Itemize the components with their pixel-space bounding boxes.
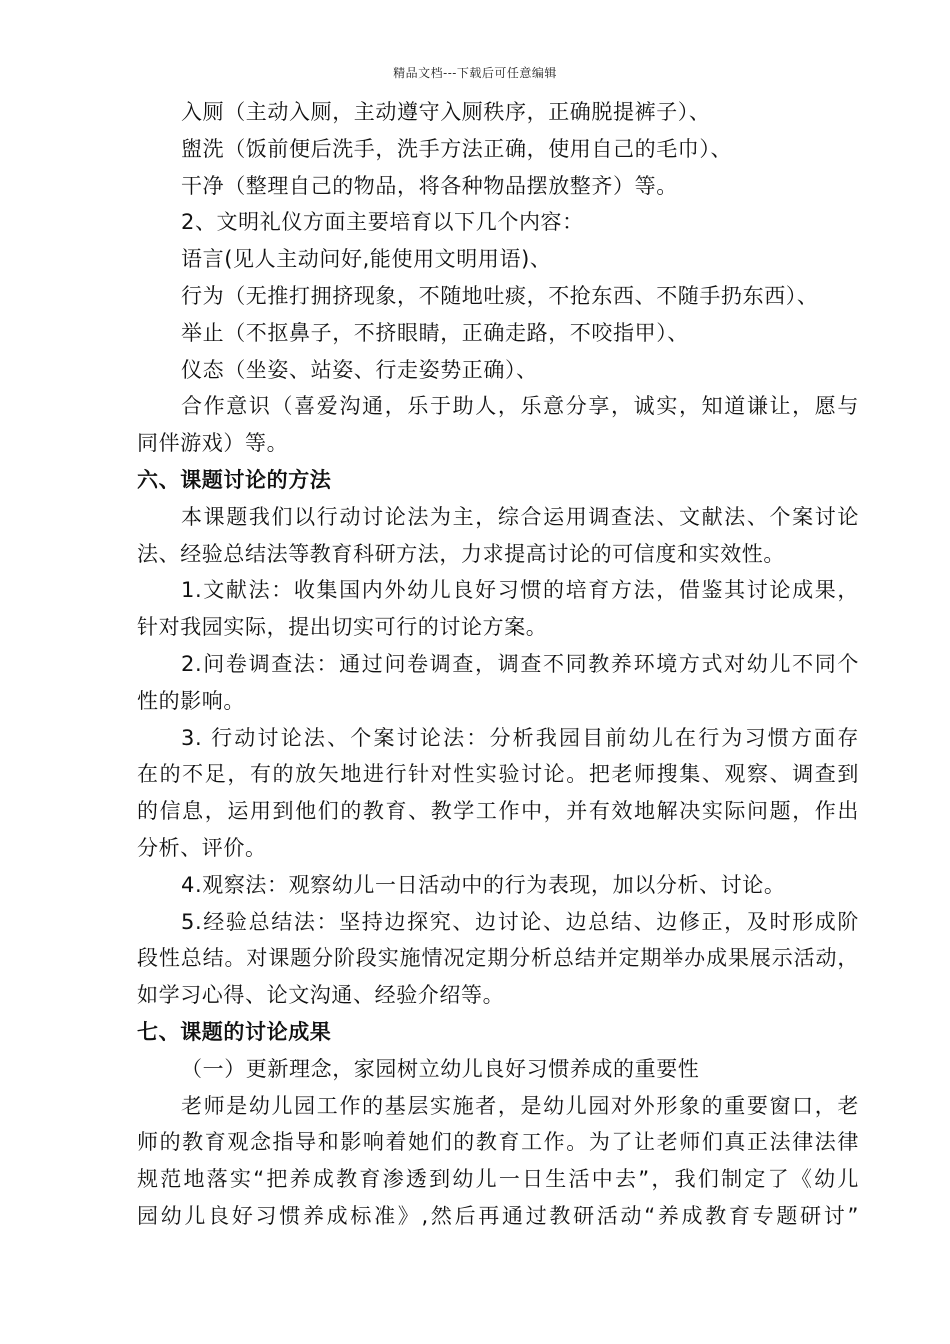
paragraph-line: 语言(见人主动问好,能使用文明用语)、 [181,247,552,272]
paragraph-line: 性的影响。 [137,688,245,713]
paragraph-line: 2.问卷调查法：通过问卷调查，调查不同教养环境方式对幼儿不同个 [181,651,859,676]
paragraph-line: 4.观察法：观察幼儿一日活动中的行为表现，加以分析、讨论。 [181,872,786,897]
section-heading-6: 六、课题讨论的方法 [137,467,332,492]
paragraph-line: 针对我园实际，提出切实可行的讨论方案。 [137,615,548,640]
paragraph-line: 举止（不抠鼻子，不挤眼睛，正确走路，不咬指甲）、 [181,320,689,345]
paragraph-line: 如学习心得、论文沟通、经验介绍等。 [137,983,505,1008]
paragraph-line: 入厕（主动入厕，主动遵守入厕秩序，正确脱提裤子）、 [181,100,711,124]
paragraph-line: 段性总结。对课题分阶段实施情况定期分析总结并定期举办成果展示活动， [137,946,859,971]
paragraph-line: 在的不足，有的放矢地进行针对性实验讨论。把老师搜集、观察、调查到 [137,762,859,787]
section-heading-7: 七、课题的讨论成果 [137,1019,332,1044]
document-body [137,94,859,1235]
page-header: 精品文档---下载后可任意编辑 [393,66,557,80]
paragraph-line: 仪态（坐姿、站姿、行走姿势正确）、 [181,357,538,382]
paragraph-line: 法、经验总结法等教育科研方法，力求提高讨论的可信度和实效性。 [137,541,785,566]
paragraph-line: 规范地落实“把养成教育渗透到幼儿一日生活中去”，我们制定了《幼儿 [137,1167,859,1192]
paragraph-line: 5.经验总结法：坚持边探究、边讨论、边总结、边修正，及时形成阶 [181,909,859,934]
paragraph-line: 本课题我们以行动讨论法为主，综合运用调查法、文献法、个案讨论 [181,504,859,529]
paragraph-line: 行为（无推打拥挤现象，不随地吐痰，不抢东西、不随手扔东西）、 [181,283,819,308]
paragraph-line: 师的教育观念指导和影响着她们的教育工作。为了让老师们真正法律法律 [137,1130,859,1155]
paragraph-line: 老师是幼儿园工作的基层实施者，是幼儿园对外形象的重要窗口，老 [181,1093,859,1118]
paragraph-line: （一）更新理念，家园树立幼儿良好习惯养成的重要性 [181,1056,700,1081]
paragraph-line: 盥洗（饭前便后洗手，洗手方法正确，使用自己的毛巾）、 [181,136,733,161]
paragraph-line: 同伴游戏）等。 [137,431,289,456]
paragraph-line: 3. 行动讨论法、个案讨论法：分析我园目前幼儿在行为习惯方面存 [181,725,859,750]
paragraph-line: 合作意识（喜爱沟通，乐于助人，乐意分享，诚实，知道谦让，愿与 [181,394,859,419]
paragraph-line: 的信息，运用到他们的教育、教学工作中，并有效地解决实际问题，作出 [137,799,859,824]
paragraph-line: 分析、评价。 [137,835,267,860]
paragraph-line: 2、文明礼仪方面主要培育以下几个内容： [181,210,584,235]
paragraph-line: 1.文献法：收集国内外幼儿良好习惯的培育方法，借鉴其讨论成果， [181,578,859,603]
paragraph-line: 干净（整理自己的物品，将各种物品摆放整齐）等。 [181,173,678,198]
paragraph-line: 园幼儿良好习惯养成标准》,然后再通过教研活动“养成教育专题研讨” [137,1203,859,1228]
